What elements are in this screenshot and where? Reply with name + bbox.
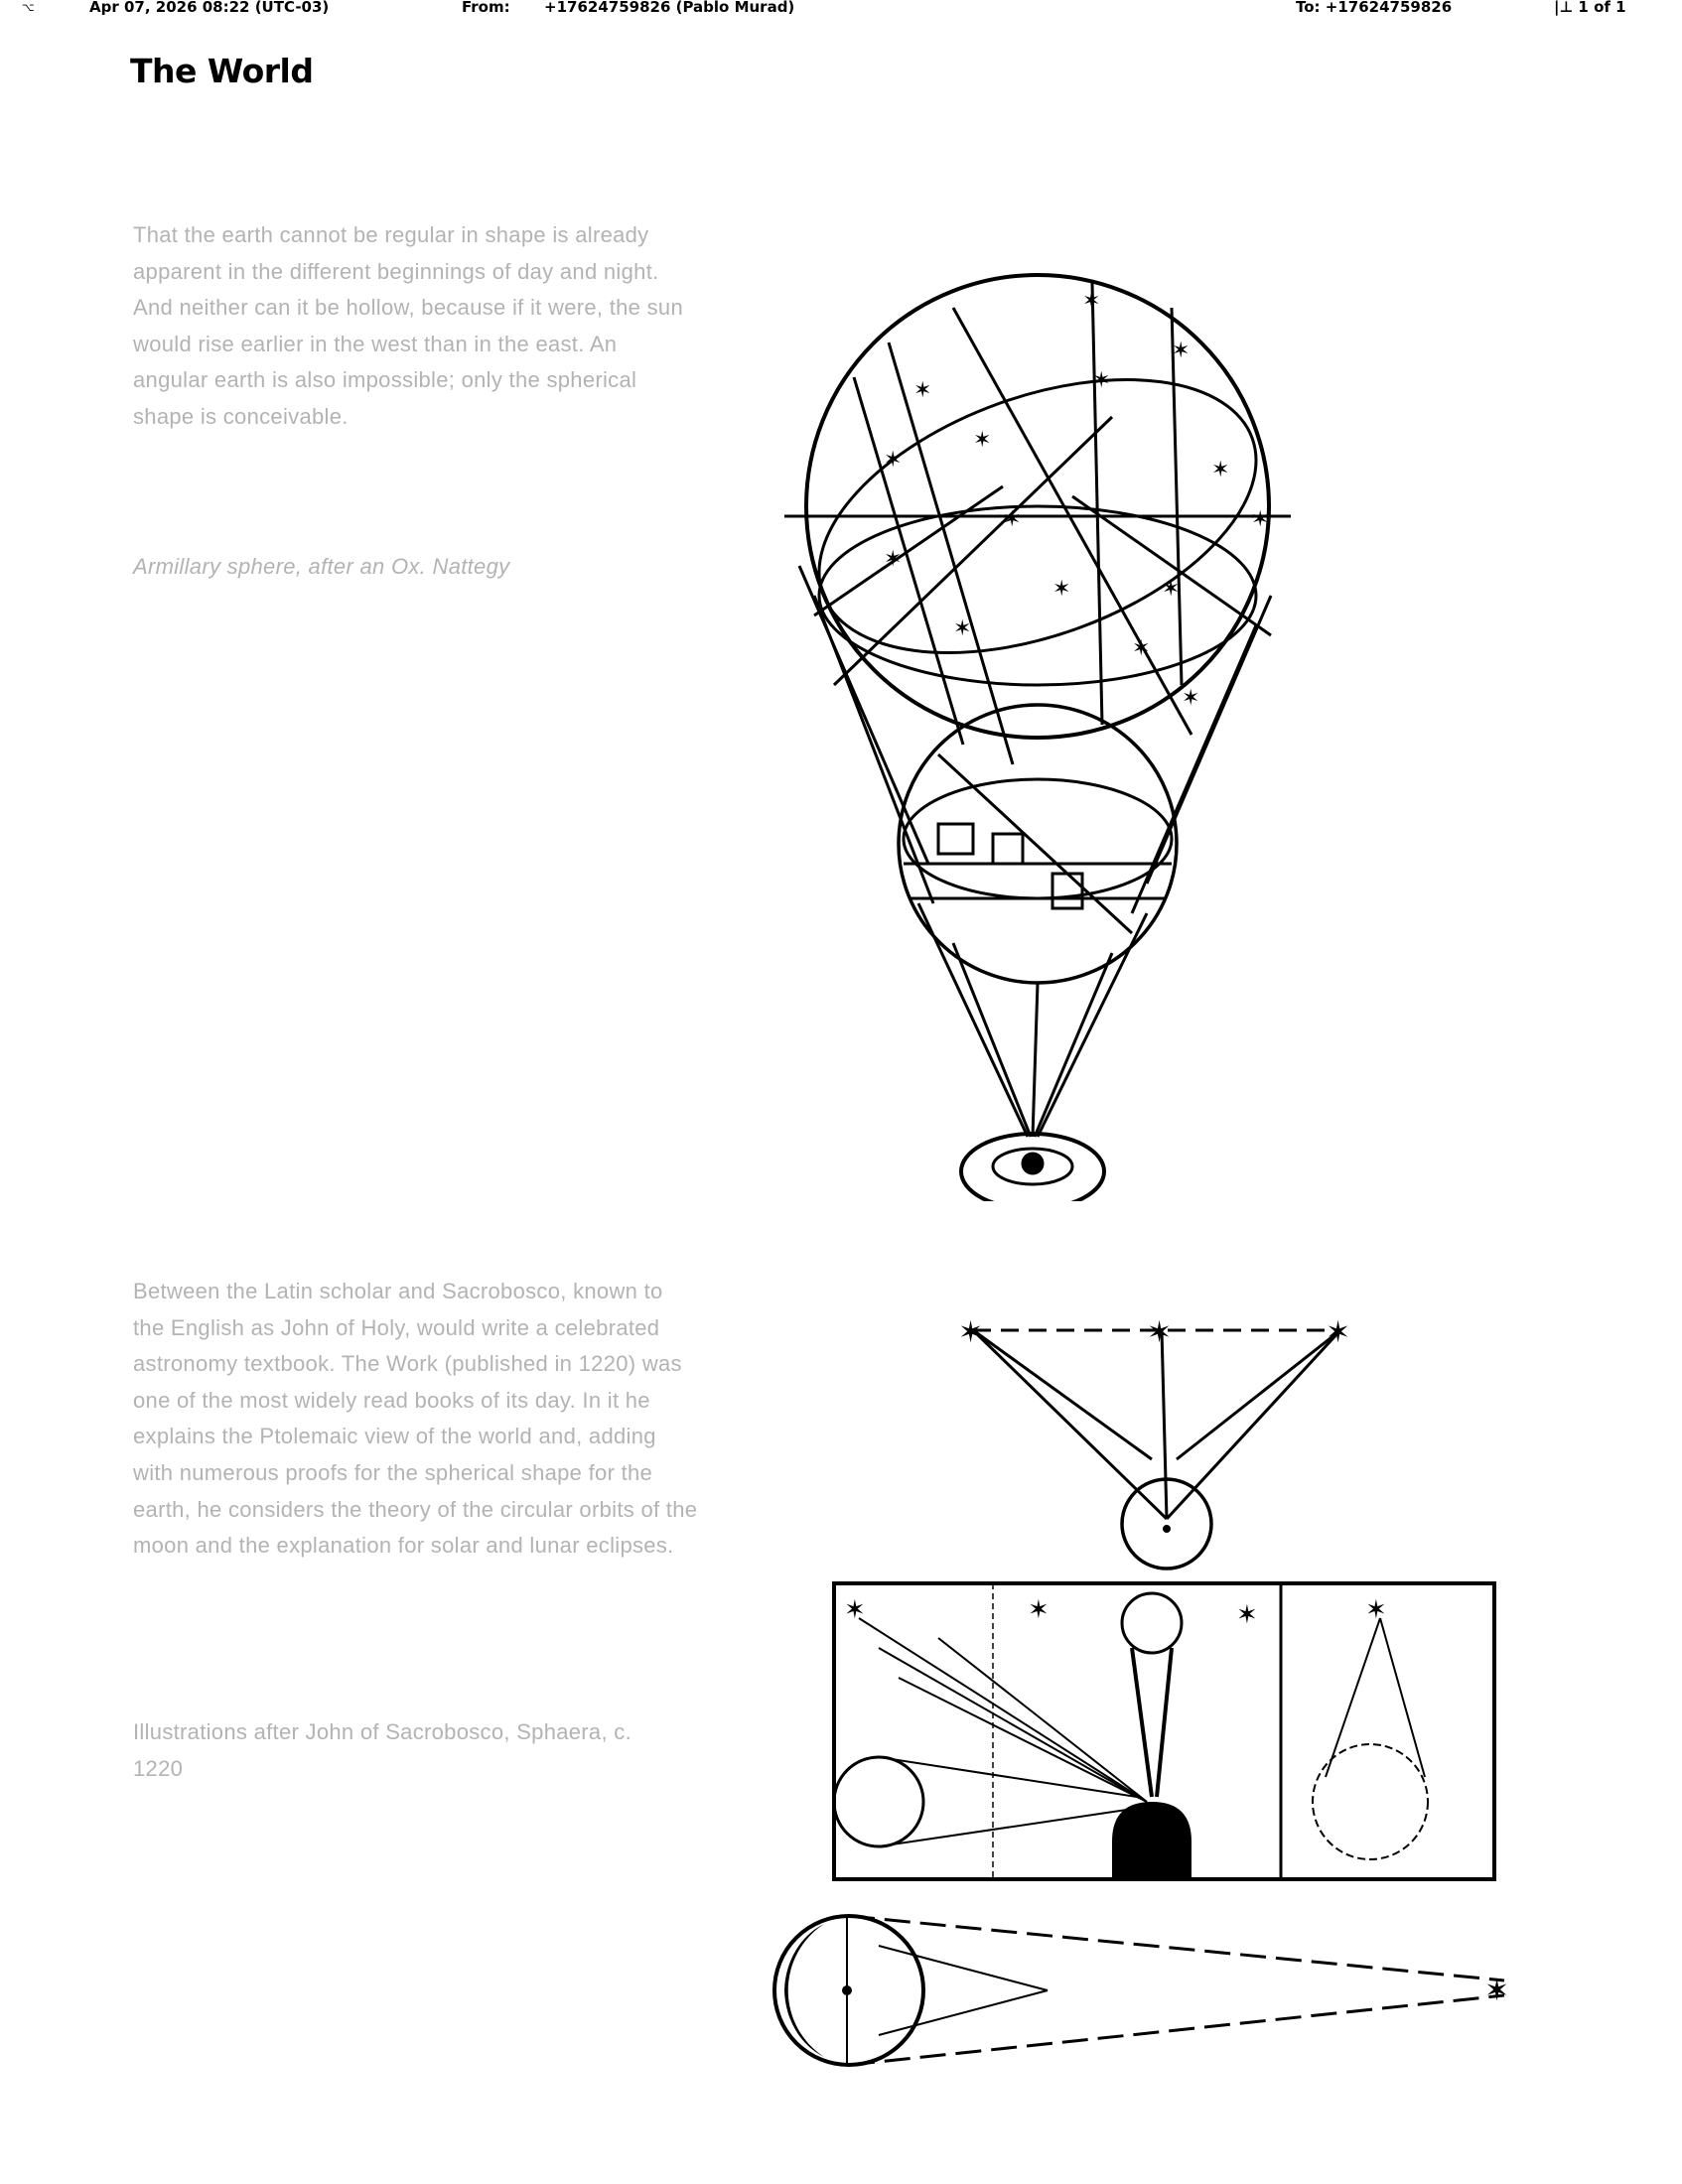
fax-icon: ⌥ [22, 1, 35, 14]
svg-text:✶: ✶ [1326, 1315, 1351, 1350]
svg-text:✶: ✶ [1251, 507, 1270, 532]
svg-text:✶: ✶ [1182, 686, 1200, 711]
svg-text:✶: ✶ [958, 1315, 984, 1350]
svg-text:✶: ✶ [1162, 577, 1181, 602]
body-paragraph-1: That the earth cannot be regular in shape is already apparent in the different beginnings of day and night. And neither can it be hollow, because if it were, the sun would rise earlier in the west than in the east. An angular earth is also impossible; only the spherical shape is conceivable. [133, 222, 683, 429]
fax-to-number: To: +17624759826 [1296, 0, 1453, 16]
svg-text:✶: ✶ [1484, 1974, 1510, 2008]
svg-text:✶: ✶ [844, 1595, 866, 1625]
svg-text:✶: ✶ [1365, 1595, 1387, 1625]
svg-text:✶: ✶ [1172, 339, 1191, 363]
fax-from-number: +17624759826 (Pablo Murad) [544, 0, 795, 16]
star-triangle-illustration [953, 1300, 1370, 1588]
svg-text:✶: ✶ [1236, 1600, 1258, 1630]
fax-page-count: |⊥ 1 of 1 [1554, 0, 1626, 16]
fax-timestamp: Apr 07, 2026 08:22 (UTC-03) [89, 0, 330, 16]
body-paragraph-2: Between the Latin scholar and Sacrobosco, known to the English as John of Holy, would write a celebrated astronomy textbook. The Work (published in 1220) was one of the most widely read books of its day. In it he explains the Ptolemaic view of the world and, adding with numerous proofs for the spherical shape for the earth, he considers the theory of the circular orbits of the moon and the explanation for solar and lunar eclipses. [133, 1279, 698, 1559]
svg-text:✶: ✶ [884, 448, 903, 473]
svg-text:✶: ✶ [884, 547, 903, 572]
svg-text:✶: ✶ [1132, 636, 1151, 661]
svg-text:✶: ✶ [953, 616, 972, 641]
svg-text:✶: ✶ [1052, 577, 1071, 602]
moon-phases-illustration [829, 1578, 1504, 1886]
eclipse-illustration [770, 1896, 1534, 2085]
svg-text:✶: ✶ [1147, 1315, 1173, 1350]
svg-text:✶: ✶ [1082, 289, 1101, 314]
page-title: The World [130, 52, 314, 90]
svg-text:✶: ✶ [1092, 368, 1111, 393]
fax-from-label: From: [462, 0, 510, 16]
svg-text:✶: ✶ [1028, 1595, 1050, 1625]
svg-text:✶: ✶ [1211, 458, 1230, 482]
svg-text:✶: ✶ [913, 378, 932, 403]
caption-2: Illustrations after John of Sacrobosco, Sphaera, c. 1220 [133, 1719, 632, 1781]
caption-1: Armillary sphere, after an Ox. Nattegy [133, 554, 510, 579]
fax-header [0, 0, 1682, 20]
svg-text:✶: ✶ [1003, 507, 1022, 532]
svg-text:✶: ✶ [973, 428, 992, 453]
armillary-sphere-illustration [755, 268, 1311, 1201]
